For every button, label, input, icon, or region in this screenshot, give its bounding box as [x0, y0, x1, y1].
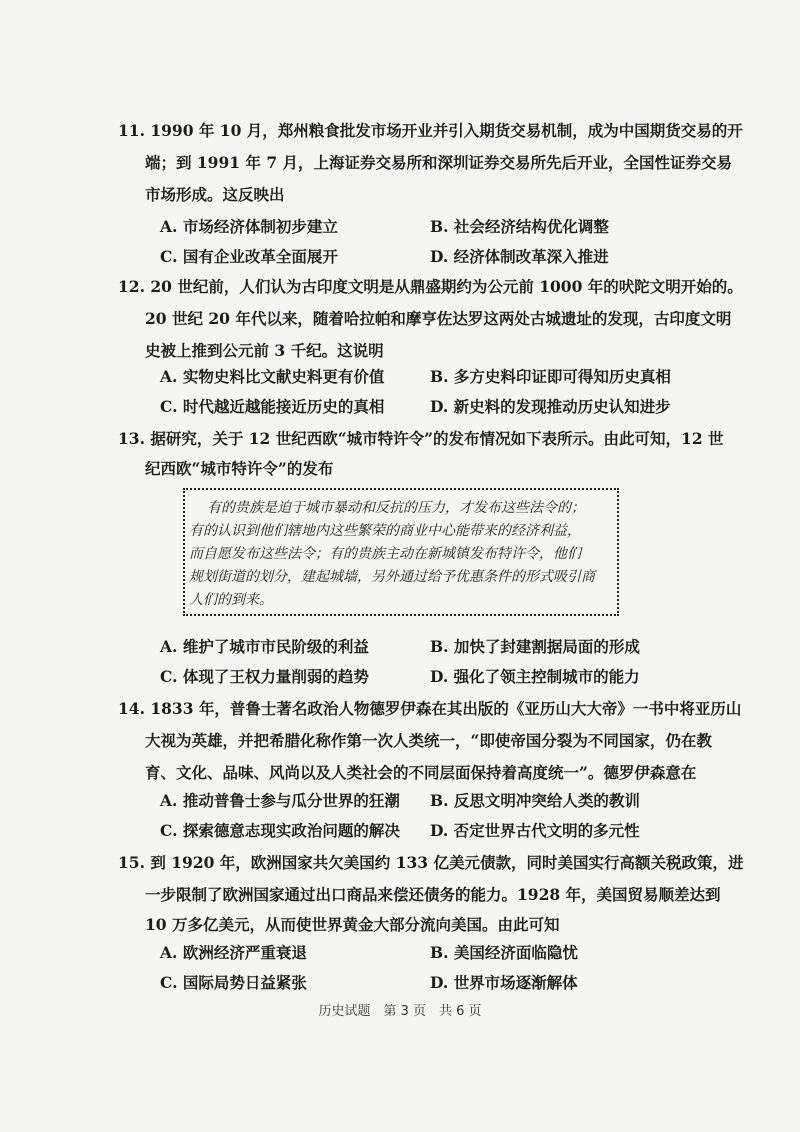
option-b[interactable]: B. 加快了封建割据局面的形成: [430, 637, 640, 656]
quote-line: 有的贵族是迫于城市暴动和反抗的压力，才发布这些法令的；: [207, 500, 585, 516]
question-text-line: 11. 1990 年 10 月，郑州粮食批发市场开业并引入期货交易机制，成为中国期货交易的开: [118, 121, 743, 140]
quote-line: 而自愿发布这些法令；有的贵族主动在新城镇发布特许令，他们: [189, 546, 581, 562]
option-d[interactable]: D. 强化了领主控制城市的能力: [430, 667, 640, 686]
question-text-line: 史被上推到公元前 3 千纪。这说明: [145, 341, 384, 360]
option-c[interactable]: C. 国际局势日益紧张: [160, 973, 307, 992]
option-a[interactable]: A. 欧洲经济严重衰退: [160, 943, 307, 962]
option-a[interactable]: A. 推动普鲁士参与瓜分世界的狂潮: [160, 791, 400, 810]
question-text-line: 市场形成。这反映出: [145, 185, 285, 204]
quote-box: [183, 488, 619, 616]
question-text-line: 纪西欧“城市特许令”的发布: [145, 459, 334, 478]
question-text-line: 15. 到 1920 年，欧洲国家共欠美国约 133 亿美元债款，同时美国实行高额关税政策，进: [118, 853, 744, 872]
question-text-line: 12. 20 世纪前，人们认为古印度文明是从鼎盛期约为公元前 1000 年的吠陀文明开始的。: [118, 277, 743, 296]
question-text-line: 14. 1833 年，普鲁士著名政治人物德罗伊森在其出版的《亚历山大大帝》一书中将亚历山: [118, 699, 742, 718]
option-b[interactable]: B. 美国经济面临隐忧: [430, 943, 578, 962]
question-text-line: 13. 据研究，关于 12 世纪西欧“城市特许令”的发布情况如下表所示。由此可知，12 世: [118, 429, 724, 448]
question-text-line: 大视为英雄，并把希腊化称作第一次人类统一，“即使帝国分裂为不同国家，仍在教: [145, 731, 712, 750]
option-a[interactable]: A. 维护了城市市民阶级的利益: [160, 637, 369, 656]
quote-line: 有的认识到他们辖地内这些繁荣的商业中心能带来的经济利益，: [189, 523, 581, 539]
question-text-line: 育、文化、品味、风尚以及人类社会的不同层面保持着高度统一”。德罗伊森意在: [145, 763, 697, 782]
question-text-line: 20 世纪 20 年代以来，随着哈拉帕和摩亨佐达罗这两处古城遗址的发现，古印度文明: [145, 309, 732, 328]
option-c[interactable]: C. 国有企业改革全面展开: [160, 247, 338, 266]
option-c[interactable]: C. 时代越近越能接近历史的真相: [160, 397, 385, 416]
option-b[interactable]: B. 多方史料印证即可得知历史真相: [430, 367, 671, 386]
option-d[interactable]: D. 否定世界古代文明的多元性: [430, 821, 640, 840]
option-d[interactable]: D. 新史料的发现推动历史认知进步: [430, 397, 671, 416]
question-text-line: 端；到 1991 年 7 月，上海证券交易所和深圳证券交易所先后开业，全国性证券交易: [145, 153, 733, 172]
option-c[interactable]: C. 探索德意志现实政治问题的解决: [160, 821, 400, 840]
option-b[interactable]: B. 社会经济结构优化调整: [430, 217, 609, 236]
quote-line: 规划街道的划分，建起城墙，另外通过给予优惠条件的形式吸引商: [189, 569, 595, 585]
option-c[interactable]: C. 体现了王权力量削弱的趋势: [160, 667, 369, 686]
option-a[interactable]: A. 市场经济体制初步建立: [160, 217, 338, 236]
option-d[interactable]: D. 经济体制改革深入推进: [430, 247, 609, 266]
page-footer: 历史试题 第 3 页 共 6 页: [318, 1004, 482, 1019]
option-b[interactable]: B. 反思文明冲突给人类的教训: [430, 791, 640, 810]
option-a[interactable]: A. 实物史料比文献史料更有价值: [160, 367, 385, 386]
quote-line: 人们的到来。: [189, 592, 273, 608]
question-text-line: 一步限制了欧洲国家通过出口商品来偿还债务的能力。1928 年，美国贸易顺差达到: [145, 885, 721, 904]
question-text-line: 10 万多亿美元，从而使世界黄金大部分流向美国。由此可知: [145, 915, 560, 934]
option-d[interactable]: D. 世界市场逐渐解体: [430, 973, 578, 992]
